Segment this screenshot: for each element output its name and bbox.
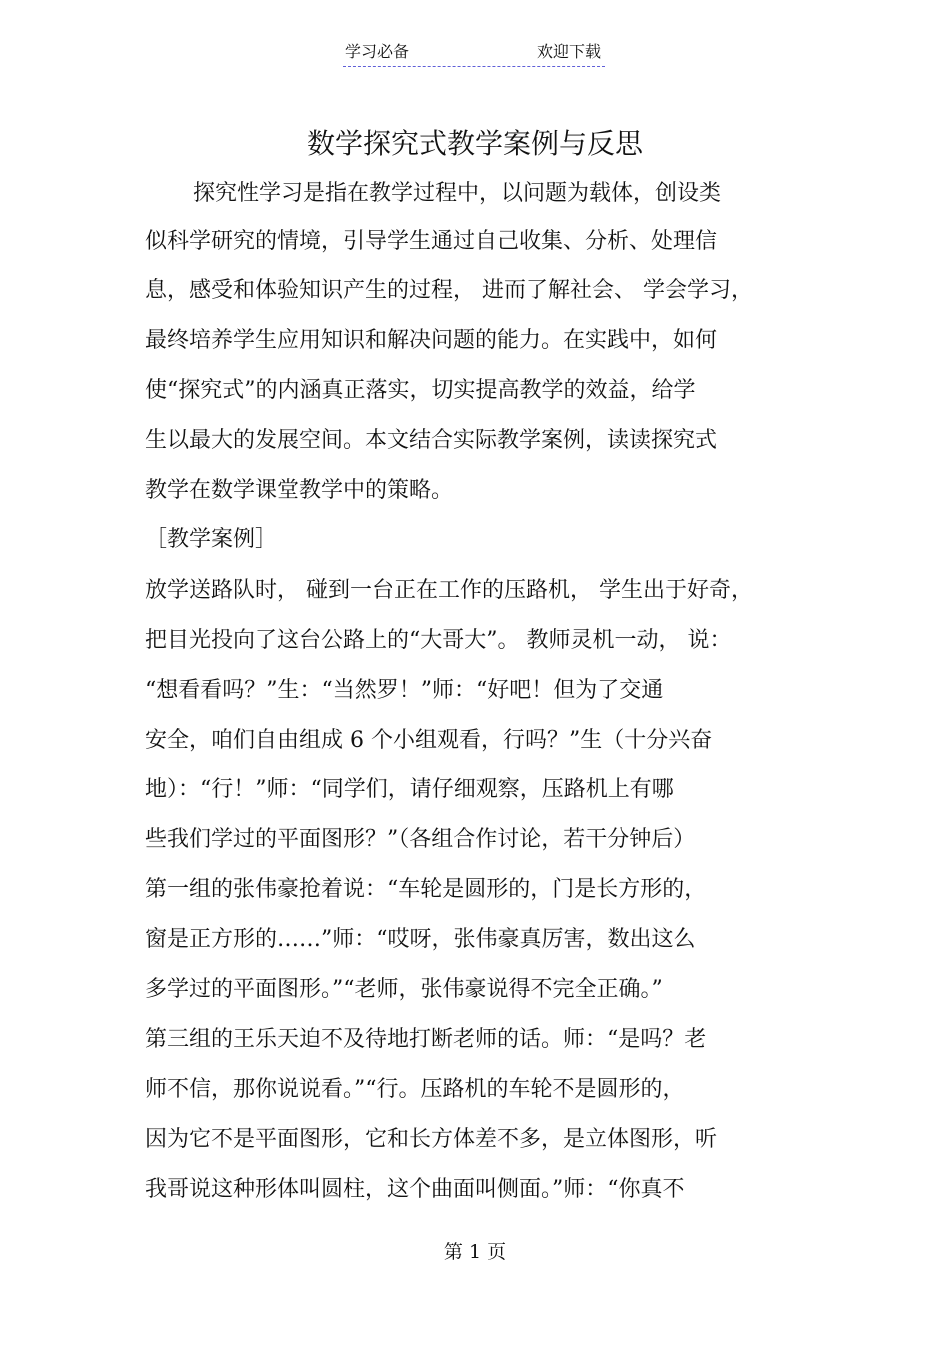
body-line: 息，感受和体验知识产生的过程， 进而了解社会、 学会学习，	[145, 278, 753, 303]
body-line: 安全，咱们自由组成 6 个小组观看，行吗？”生（十分兴奋	[145, 728, 713, 753]
body-line: 地）：“行！”师：“同学们，请仔细观察，压路机上有哪	[145, 777, 674, 802]
body-line: 多学过的平面图形。”“老师，张伟豪说得不完全正确。”	[145, 977, 663, 1002]
body-line: 教学在数学课堂教学中的策略。	[145, 478, 454, 503]
document-title: 数学探究式教学案例与反思	[306, 127, 643, 160]
section-label: ［教学案例］	[145, 527, 278, 552]
body-line: 因为它不是平面图形，它和长方体差不多，是立体图形，听	[145, 1127, 718, 1152]
body-line: 最终培养学生应用知识和解决问题的能力。在实践中，如何	[145, 328, 718, 353]
body-line: 使“探究式”的内涵真正落实，切实提高教学的效益，给学	[145, 378, 696, 403]
body-line: 些我们学过的平面图形？”（各组合作讨论，若干分钟后）	[145, 827, 696, 852]
body-line: 第三组的王乐天迫不及待地打断老师的话。师：“是吗？老	[145, 1027, 707, 1052]
body-line: 探究性学习是指在教学过程中，以问题为载体，创设类	[193, 181, 722, 206]
body-line: 似科学研究的情境，引导学生通过自己收集、分析、处理信	[145, 229, 718, 254]
body-line: “想看看吗？”生：“当然罗！”师：“好吧！但为了交通	[145, 678, 664, 703]
body-line: 窗是正方形的……”师：“哎呀，张伟豪真厉害，数出这么	[145, 927, 696, 952]
body-line: 放学送路队时， 碰到一台正在工作的压路机， 学生出于好奇，	[145, 578, 753, 603]
body-line: 我哥说这种形体叫圆柱，这个曲面叫侧面。”师：“你真不	[145, 1177, 685, 1202]
header-left-text: 学习必备	[345, 42, 410, 61]
page-number: 第 1 页	[443, 1241, 507, 1263]
body-line: 第一组的张伟豪抢着说：“车轮是圆形的，门是长方形的，	[145, 877, 707, 902]
header-right-text: 欢迎下载	[536, 42, 601, 61]
body-line: 把目光投向了这台公路上的“大哥大”。 教师灵机一动， 说：	[145, 628, 732, 653]
body-line: 师不信，那你说说看。”“行。压路机的车轮不是圆形的，	[145, 1077, 685, 1102]
body-line: 生以最大的发展空间。本文结合实际教学案例，读读探究式	[145, 428, 718, 453]
page-header	[343, 42, 605, 67]
